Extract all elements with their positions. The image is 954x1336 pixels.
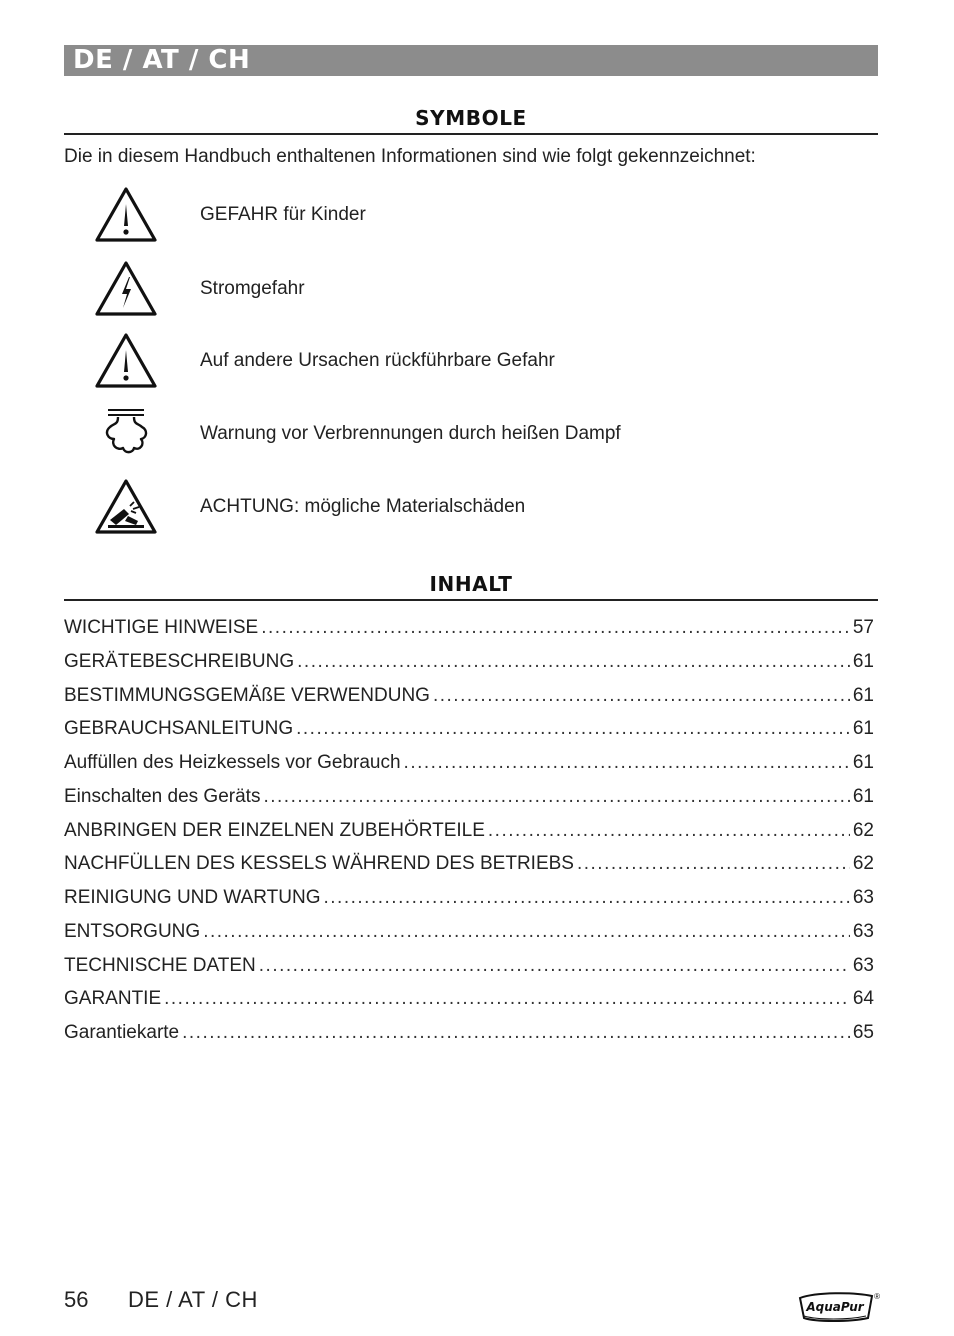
symbol-item [64,476,878,540]
symbol-label: Warnung vor Verbrennungen durch heißen Dampf [200,423,621,444]
symbols-heading: SYMBOLE [415,106,527,130]
toc-leader [203,921,850,943]
toc-entry[interactable] [64,651,874,685]
toc-leader [259,955,850,977]
toc-title: ANBRINGEN DER EINZELNEN ZUBEHÖRTEILE [64,819,485,841]
symbol-label: Auf andere Ursachen rückführbare Gefahr [200,350,555,371]
brand-logo [796,1290,880,1324]
hot-steam-icon [94,403,158,467]
symbol-label: GEFAHR für Kinder [200,204,366,225]
toc-title: Auffüllen des Heizkessels vor Gebrauch [64,752,401,773]
toc-leader [488,820,850,842]
toc-entry[interactable] [64,1022,874,1056]
logo-registered-mark: ® [874,1292,880,1301]
toc-entry[interactable] [64,921,874,955]
toc-entry[interactable] [64,786,874,820]
toc-page: 63 [852,954,874,976]
toc-title: Garantiekarte [64,1022,180,1043]
toc-title: WICHTIGE HINWEISE [64,617,259,638]
toc-page: 61 [852,752,874,773]
symbol-item [64,258,878,322]
symbol-label: Stromgefahr [200,278,305,299]
toc-leader [433,685,850,707]
toc-page: 63 [852,920,874,942]
toc-entry[interactable] [64,820,874,854]
warning-triangle-icon [94,330,158,394]
toc-page: 62 [852,853,874,875]
toc-page: 61 [852,718,874,740]
logo-text: AquaPur [806,1300,864,1314]
toc-page: 61 [852,684,874,706]
warning-triangle-icon [94,184,158,248]
toc-title: BESTIMMUNGSGEMÄßE VERWENDUNG [64,684,430,706]
electric-hazard-icon [94,258,158,322]
toc-title: REINIGUNG UND WARTUNG [64,887,321,908]
toc-leader [263,786,849,808]
toc-page: 61 [852,785,874,807]
toc-leader [577,853,850,875]
toc-leader [164,988,850,1010]
toc-title: Einschalten des Geräts [64,785,261,807]
toc-title: GERÄTEBESCHREIBUNG [64,650,295,672]
toc-page: 57 [852,617,874,638]
footer-language: DE / AT / CH [128,1287,258,1312]
symbols-intro: Die in diesem Handbuch enthaltenen Informationen sind wie folgt gekennzeichnet: [64,146,756,167]
table-of-contents [64,617,874,1056]
symbol-item [64,330,878,394]
toc-page: 65 [852,1022,874,1043]
toc-title: GARANTIE [64,988,162,1010]
toc-page: 64 [852,988,874,1010]
symbols-divider [64,133,878,135]
toc-leader [297,651,850,673]
toc-leader [182,1022,850,1044]
toc-entry[interactable] [64,617,874,651]
contents-heading: INHALT [429,572,513,596]
symbol-item [64,403,878,467]
toc-entry[interactable] [64,718,874,752]
page-number: 56 [64,1287,89,1312]
symbol-label: ACHTUNG: mögliche Materialschäden [200,496,526,517]
toc-page: 62 [852,819,874,841]
toc-entry[interactable] [64,752,874,786]
toc-leader [404,752,850,774]
language-banner: DE / AT / CH [64,45,878,76]
toc-leader [296,718,850,740]
contents-divider [64,599,878,601]
toc-title: TECHNISCHE DATEN [64,954,256,976]
toc-page: 61 [852,650,874,672]
toc-title: GEBRAUCHSANLEITUNG [64,718,294,740]
material-damage-icon [94,476,158,540]
toc-entry[interactable] [64,988,874,1022]
toc-page: 63 [852,887,874,908]
symbol-item [64,184,878,248]
toc-title: NACHFÜLLEN DES KESSELS WÄHREND DES BETRIEBS [64,853,574,875]
toc-leader [324,887,850,909]
toc-entry[interactable] [64,685,874,719]
toc-title: ENTSORGUNG [64,920,201,942]
toc-entry[interactable] [64,955,874,989]
toc-entry[interactable] [64,887,874,921]
toc-entry[interactable] [64,853,874,887]
toc-leader [261,617,850,639]
